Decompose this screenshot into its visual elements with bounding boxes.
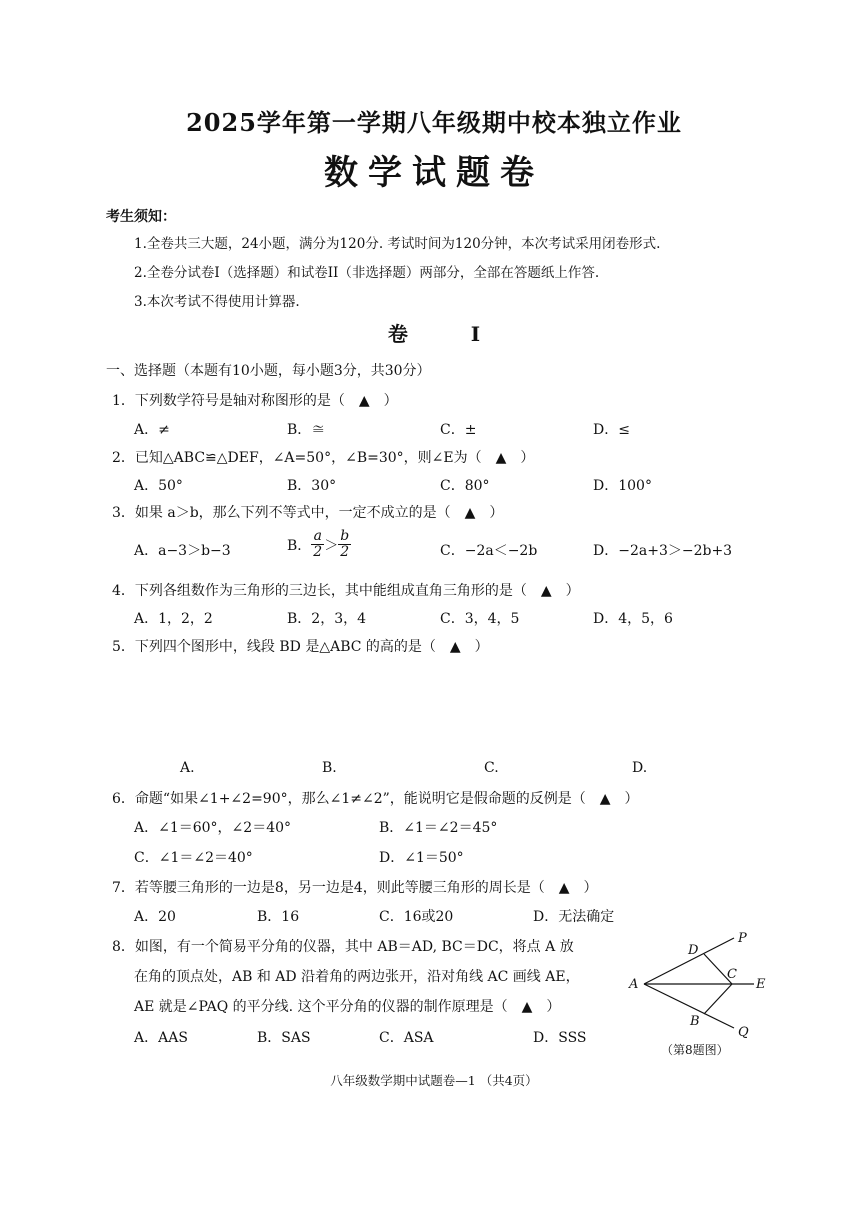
q1-option-b: B．≅ [287,422,326,438]
q5-option-a: A. [180,760,195,776]
q3-frac-b-den: 2 [340,544,350,561]
q1-option-d: D．≤ [593,422,630,438]
q7-option-c: C．16或20 [379,909,454,925]
q4-option-b: B．2，3，4 [287,611,367,627]
q8-label-b: B [690,1014,700,1029]
q2-option-a: A．50° [134,478,183,494]
q4-option-d: D．4，5，6 [593,611,673,627]
q5-stem: 5．下列四个图形中，线段 BD 是△ABC 的高的是（ ▲ ） [112,639,489,655]
q7-option-a: A．20 [134,909,176,925]
q8-option-a: A．AAS [134,1030,188,1046]
q8-line-2: 在角的顶点处，AB 和 AD 沿着角的两边张开，沿对角线 AC 画线 AE， [134,969,580,985]
q6-option-a: A．∠1＝60°，∠2＝40° [134,820,292,836]
q3-option-b [287,529,351,561]
q3-option-c: C．−2a＜−2b [440,543,538,559]
q8-label-d: D [688,943,699,958]
notice-item-1: 1.全卷共三大题，24小题，满分为120分. 考试时间为120分钟，本次考试采用闭卷形式. [134,236,661,252]
q5-option-b: B. [322,760,337,776]
q8-ray-aq [644,984,734,1028]
q8-segment-bc [704,984,732,1014]
section-heading: 一、选择题（本题有10小题，每小题3分，共30分） [106,363,431,379]
q3-frac-a-den: 2 [313,544,323,561]
q8-label-e: E [756,977,766,992]
q3-option-b-rel: ＞ [324,537,339,554]
q8-angle-bisector-figure [626,930,766,1040]
q8-label-q: Q [738,1025,749,1040]
q3-frac-a-num: a [311,529,324,545]
q8-label-a: A [629,977,639,992]
q6-option-d: D．∠1＝50° [379,850,464,866]
page-footer: 八年级数学期中试题卷—1 （共4页） [330,1073,538,1088]
q3-option-d: D．−2a+3＞−2b+3 [593,543,733,559]
exam-subtitle: 数学试题卷 [324,153,544,193]
q7-option-d: D．无法确定 [533,909,615,925]
q2-stem: 2．已知△ABC≌△DEF，∠A=50°，∠B=30°，则∠E为（ ▲ ） [112,450,535,466]
q4-option-c: C．3，4，5 [440,611,520,627]
q3-fraction-b [338,529,351,561]
q3-option-a: A．a−3＞b−3 [134,543,231,559]
q6-stem: 6．命题“如果∠1+∠2=90°，那么∠1≠∠2”，能说明它是假命题的反例是（ ▲ ） [112,791,639,807]
q8-option-d: D．SSS [533,1030,587,1046]
notice-heading: 考生须知： [106,209,176,225]
q3-frac-b-num: b [340,528,350,544]
q7-stem: 7．若等腰三角形的一边是8，另一边是4，则此等腰三角形的周长是（ ▲ ） [112,880,598,896]
q3-stem: 3．如果 a＞b，那么下列不等式中，一定不成立的是（ ▲ ） [112,505,504,521]
q2-option-c: C．80° [440,478,490,494]
notice-item-3: 3.本次考试不得使用计算器. [134,294,300,310]
q6-option-b: B．∠1＝∠2＝45° [379,820,498,836]
q1-option-a: A．≠ [134,422,170,438]
q4-stem: 4．下列各组数作为三角形的三边长，其中能组成直角三角形的是（ ▲ ） [112,583,580,599]
exam-title: 2025学年第一学期八年级期中校本独立作业 [186,108,682,137]
q3-fraction-a [311,529,324,561]
q7-option-b: B．16 [257,909,300,925]
q8-label-c: C [727,967,737,982]
q1-stem: 1．下列数学符号是轴对称图形的是（ ▲ ） [112,393,398,409]
q2-option-d: D．100° [593,478,652,494]
q1-option-c: C．± [440,422,477,438]
q8-label-p: P [738,931,747,946]
q8-line-1: 8．如图，有一个简易平分角的仪器，其中 AB＝AD, BC＝DC，将点 A 放 [112,939,574,955]
q4-option-a: A．1，2，2 [134,611,213,627]
q2-option-b: B．30° [287,478,337,494]
q3-option-b-prefix: B． [287,537,312,554]
q5-option-d: D. [632,760,648,776]
q8-option-c: C．ASA [379,1030,434,1046]
q5-option-c: C. [484,760,499,776]
notice-item-2: 2.全卷分试卷I（选择题）和试卷II（非选择题）两部分，全部在答题纸上作答. [134,265,600,281]
q8-option-b: B．SAS [257,1030,311,1046]
q8-figure-caption: （第8题图） [661,1043,729,1057]
q8-line-3: AE 就是∠PAQ 的平分线. 这个平分角的仪器的制作原理是（ ▲ ） [134,999,561,1015]
q6-option-c: C．∠1＝∠2＝40° [134,850,253,866]
volume-heading: 卷 I [387,322,509,346]
